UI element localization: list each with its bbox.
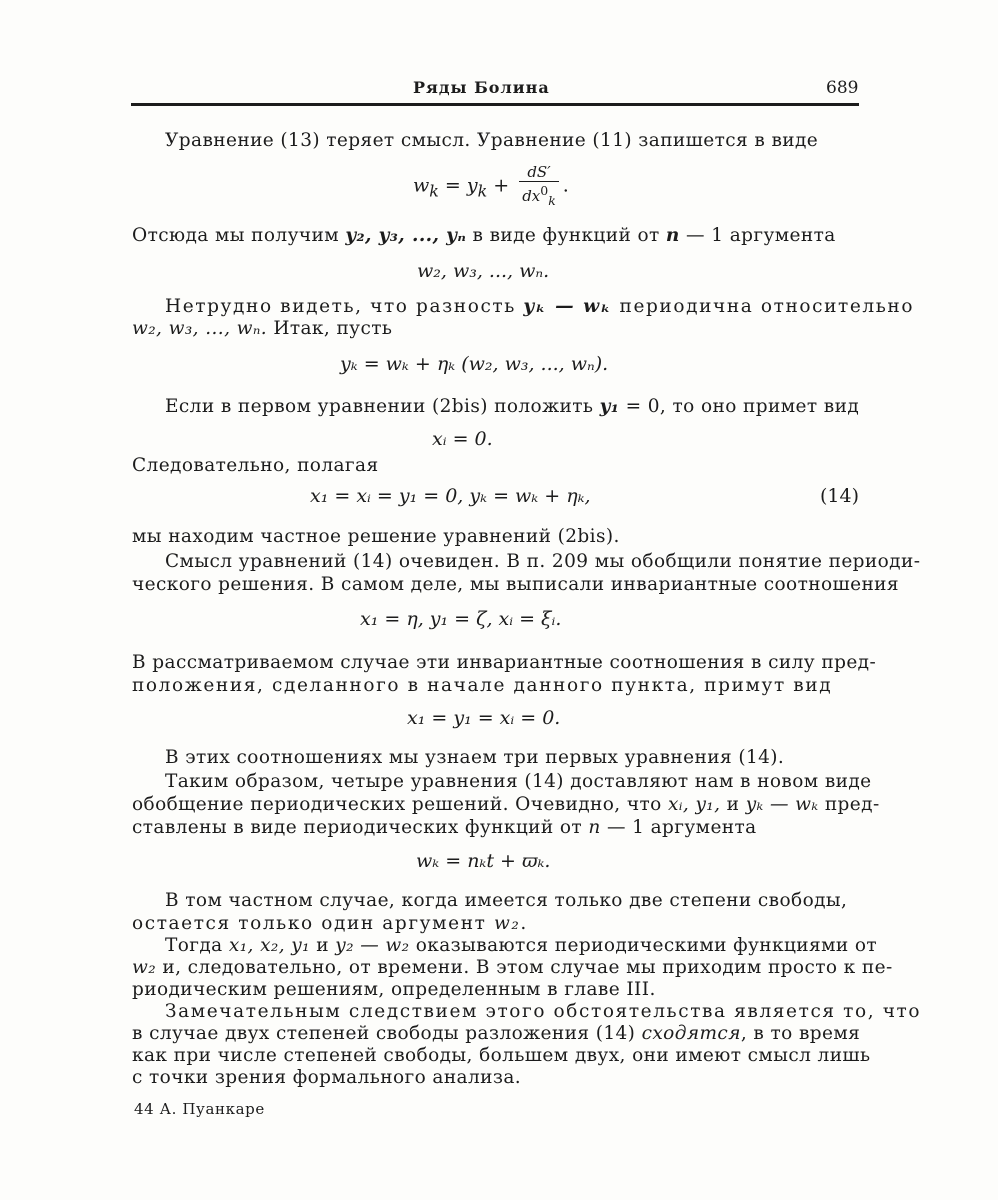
text-line: как при числе степеней свободы, большем двух, они имеют смысл лишь — [132, 1045, 871, 1066]
text-line: Отсюда мы получим y₂, y₃, ..., yₙ в виде функций от n — 1 аргумента — [132, 225, 836, 246]
text-line: ческого решения. В самом деле, мы выписали инвариантные соотношения — [132, 574, 899, 595]
text-line: с точки зрения формального анализа. — [132, 1067, 522, 1088]
page-number: 689 — [826, 78, 859, 98]
text-line: Следовательно, полагая — [132, 455, 379, 476]
equation-number: (14) — [820, 485, 860, 507]
text-line: В рассматриваемом случае эти инвариантные соотношения в силу пред- — [132, 652, 877, 673]
text-line: Таким образом, четыре уравнения (14) доставляют нам в новом виде — [165, 771, 872, 792]
text-line: w₂ и, следовательно, от времени. В этом случае мы приходим просто к пе- — [132, 957, 893, 978]
equation-8: wₖ = nₖt + ϖₖ. — [416, 850, 551, 872]
text-line: риодическим решениям, определенным в главе III. — [132, 979, 656, 1000]
text-line: Уравнение (13) теряет смысл. Уравнение (11) запишется в виде — [165, 130, 819, 151]
equation-3: yₖ = wₖ + ηₖ (w₂, w₃, ..., wₙ). — [340, 353, 609, 375]
text-line: Смысл уравнений (14) очевиден. В п. 209 мы обобщили понятие периоди- — [165, 551, 921, 572]
text-line: Если в первом уравнении (2bis) положить y₁ = 0, то оно примет вид — [165, 396, 860, 417]
running-title: Ряды Болина — [413, 78, 550, 97]
equation-4: xᵢ = 0. — [432, 428, 493, 450]
fraction: $\frac{dS'}{dx^0_k}$ — [519, 163, 559, 210]
text-line: Тогда x₁, x₂, y₁ и y₂ — w₂ оказываются периодическими функциями от — [165, 935, 878, 956]
equation-6: x₁ = η, y₁ = ζ, xᵢ = ξᵢ. — [360, 608, 562, 630]
equation-5: x₁ = xᵢ = y₁ = 0, yₖ = wₖ + ηₖ, — [310, 485, 591, 507]
text-line: положения, сделанного в начале данного пункта, примут вид — [132, 675, 833, 696]
equation-7: x₁ = y₁ = xᵢ = 0. — [407, 707, 561, 729]
text-line: в случае двух степеней свободы разложения (14) сходятся, в то время — [132, 1023, 861, 1044]
text-line: мы находим частное решение уравнений (2bis). — [132, 526, 620, 547]
text-line: ставлены в виде периодических функций от n — 1 аргумента — [132, 817, 757, 838]
header-rule — [131, 103, 859, 106]
equation-2: w₂, w₃, ..., wₙ. — [417, 260, 550, 282]
text-line: w₂, w₃, ..., wₙ. Итак, пусть — [132, 318, 393, 339]
text-line: В том частном случае, когда имеется только две степени свободы, — [165, 890, 848, 911]
text-line: обобщение периодических решений. Очевидно, что xᵢ, y₁, и yₖ — wₖ пред- — [132, 794, 880, 815]
text-line: Нетрудно видеть, что разность yₖ — wₖ периодична относительно — [165, 296, 915, 317]
equation-1: $w_k = y_k$ + $\frac{dS'}{dx^0_k}$ . — [413, 163, 569, 208]
text-line: Замечательным следствием этого обстоятельства является то, что — [165, 1001, 922, 1022]
text-line: остается только один аргумент w₂. — [132, 913, 528, 934]
text-line: В этих соотношениях мы узнаем три первых уравнения (14). — [165, 747, 785, 768]
footer-signature: 44 А. Пуанкаре — [134, 1100, 265, 1118]
